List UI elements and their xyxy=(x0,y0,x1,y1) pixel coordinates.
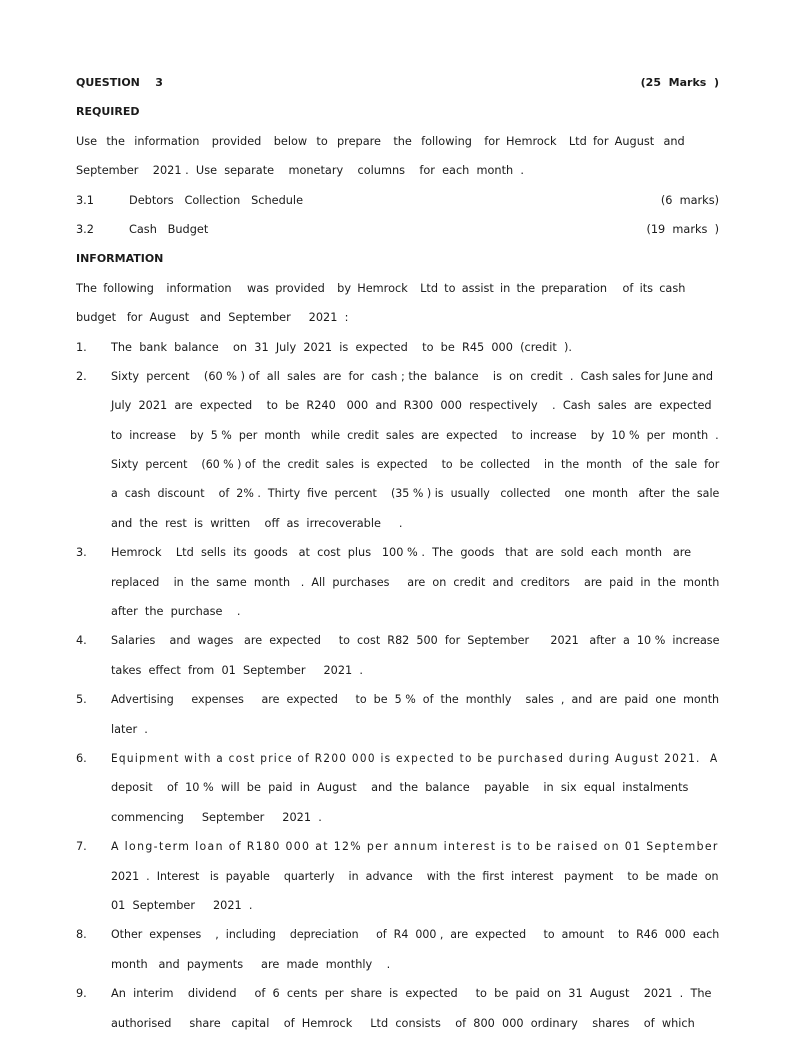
question-header xyxy=(76,73,719,102)
list-item-number: 4. xyxy=(76,634,87,648)
task-label: Debtors Collection Schedule xyxy=(129,193,304,207)
list-item-text: later . xyxy=(111,722,148,736)
required-intro-text-2: September 2021 . Use separate monetary columns for each month . xyxy=(76,164,524,178)
task-number: 3.1 xyxy=(76,193,94,207)
list-item-number: 6. xyxy=(76,751,87,765)
list-item-line xyxy=(76,455,719,484)
list-item-text: An interim dividend of 6 cents per share is expected to be paid on 31 August 2021 . The xyxy=(111,987,712,1001)
list-item-line xyxy=(76,925,719,954)
information-list xyxy=(76,338,719,1043)
list-item-text: a cash discount of 2% . Thirty five percent (35 % ) is usually collected one month after the sale xyxy=(111,487,720,501)
task-row xyxy=(76,191,719,220)
list-item-text: commencing September 2021 . xyxy=(111,810,322,824)
information-heading-row xyxy=(76,249,719,278)
list-item-text: Sixty percent (60 % ) of all sales are for cash ; the balance is on credit . Cash sales for June and xyxy=(111,369,714,383)
list-item-line xyxy=(76,484,719,513)
list-item-line xyxy=(76,367,719,396)
list-item-number: 8. xyxy=(76,928,87,942)
list-item-text: Hemrock Ltd sells its goods at cost plus 100 % . The goods that are sold each month are xyxy=(111,546,692,560)
information-intro-text-1: The following information was provided by Hemrock Ltd to assist in the preparation of its cash xyxy=(76,281,686,295)
required-intro-text-1: Use the information provided below to prepare the following for Hemrock Ltd for August and xyxy=(76,134,685,148)
list-item-line xyxy=(76,896,719,925)
list-item-text: authorised share capital of Hemrock Ltd consists of 800 000 ordinary shares of which xyxy=(111,1016,695,1030)
required-heading: REQUIRED xyxy=(76,105,140,119)
list-item-line xyxy=(76,1014,719,1043)
information-intro-line-1 xyxy=(76,279,719,308)
list-item-line xyxy=(76,543,719,572)
list-item-text: Sixty percent (60 % ) of the credit sales is expected to be collected in the month of the sale for xyxy=(111,458,720,472)
list-item-text: 2021 . Interest is payable quarterly in advance with the first interest payment to be made on xyxy=(111,869,719,883)
list-item-line xyxy=(76,808,719,837)
list-item-line xyxy=(76,661,719,690)
list-item-line xyxy=(76,338,719,367)
list-item-text: takes effect from 01 September 2021 . xyxy=(111,663,363,677)
list-item-text: Other expenses , including depreciation of R4 000 , are expected to amount to R46 000 each xyxy=(111,928,720,942)
question-title: QUESTION 3 xyxy=(76,76,163,89)
required-heading-row xyxy=(76,102,719,131)
list-item-text: Equipment with a cost price of R200 000 is expected to be purchased during August 2021. A xyxy=(111,751,719,765)
required-intro-line-2 xyxy=(76,161,719,190)
list-item-line xyxy=(76,426,719,455)
list-item-line xyxy=(76,690,719,719)
task-label: Cash Budget xyxy=(129,222,209,236)
information-intro-text-2: budget for August and September 2021 : xyxy=(76,311,349,325)
list-item-line xyxy=(76,778,719,807)
list-item-line xyxy=(76,573,719,602)
list-item-text: Salaries and wages are expected to cost R82 500 for September 2021 after a 10 % increase xyxy=(111,634,720,648)
list-item-text: deposit of 10 % will be paid in August and the balance payable in six equal instalments xyxy=(111,781,689,795)
list-item-line xyxy=(76,867,719,896)
list-item-text: The bank balance on 31 July 2021 is expected to be R45 000 (credit ). xyxy=(111,340,572,354)
task-number: 3.2 xyxy=(76,222,94,236)
question-marks: (25 Marks ) xyxy=(640,76,719,89)
information-intro-line-2 xyxy=(76,308,719,337)
task-marks: (19 marks ) xyxy=(646,222,719,236)
list-item-line xyxy=(76,984,719,1013)
list-item-text: Advertising expenses are expected to be 5 % of the monthly sales , and are paid one month xyxy=(111,693,720,707)
list-item-text: after the purchase . xyxy=(111,605,241,619)
list-item-number: 5. xyxy=(76,693,87,707)
list-item-line xyxy=(76,631,719,660)
document-page xyxy=(76,73,719,1043)
list-item-line xyxy=(76,955,719,984)
list-item-number: 7. xyxy=(76,840,87,854)
list-item-text: month and payments are made monthly . xyxy=(111,957,391,971)
list-item-line xyxy=(76,396,719,425)
list-item-text: replaced in the same month . All purchases are on credit and creditors are paid in the month xyxy=(111,575,720,589)
list-item-text: to increase by 5 % per month while credit sales are expected to increase by 10 % per month . xyxy=(111,428,719,442)
list-item-number: 3. xyxy=(76,546,87,560)
list-item-text: 01 September 2021 . xyxy=(111,898,253,912)
list-item-text: and the rest is written off as irrecoverable . xyxy=(111,516,403,530)
task-marks: (6 marks) xyxy=(660,193,719,207)
list-item-line xyxy=(76,720,719,749)
required-intro-line-1 xyxy=(76,132,719,161)
list-item-number: 9. xyxy=(76,987,87,1001)
list-item-line xyxy=(76,837,719,866)
list-item-text: A long-term loan of R180 000 at 12% per annum interest is to be raised on 01 September xyxy=(111,840,719,854)
task-row xyxy=(76,220,719,249)
list-item-number: 1. xyxy=(76,340,87,354)
list-item-line xyxy=(76,602,719,631)
list-item-line xyxy=(76,514,719,543)
list-item-number: 2. xyxy=(76,369,87,383)
list-item-line xyxy=(76,749,719,778)
list-item-text: July 2021 are expected to be R240 000 and R300 000 respectively . Cash sales are expected xyxy=(111,399,712,413)
information-heading: INFORMATION xyxy=(76,252,164,266)
